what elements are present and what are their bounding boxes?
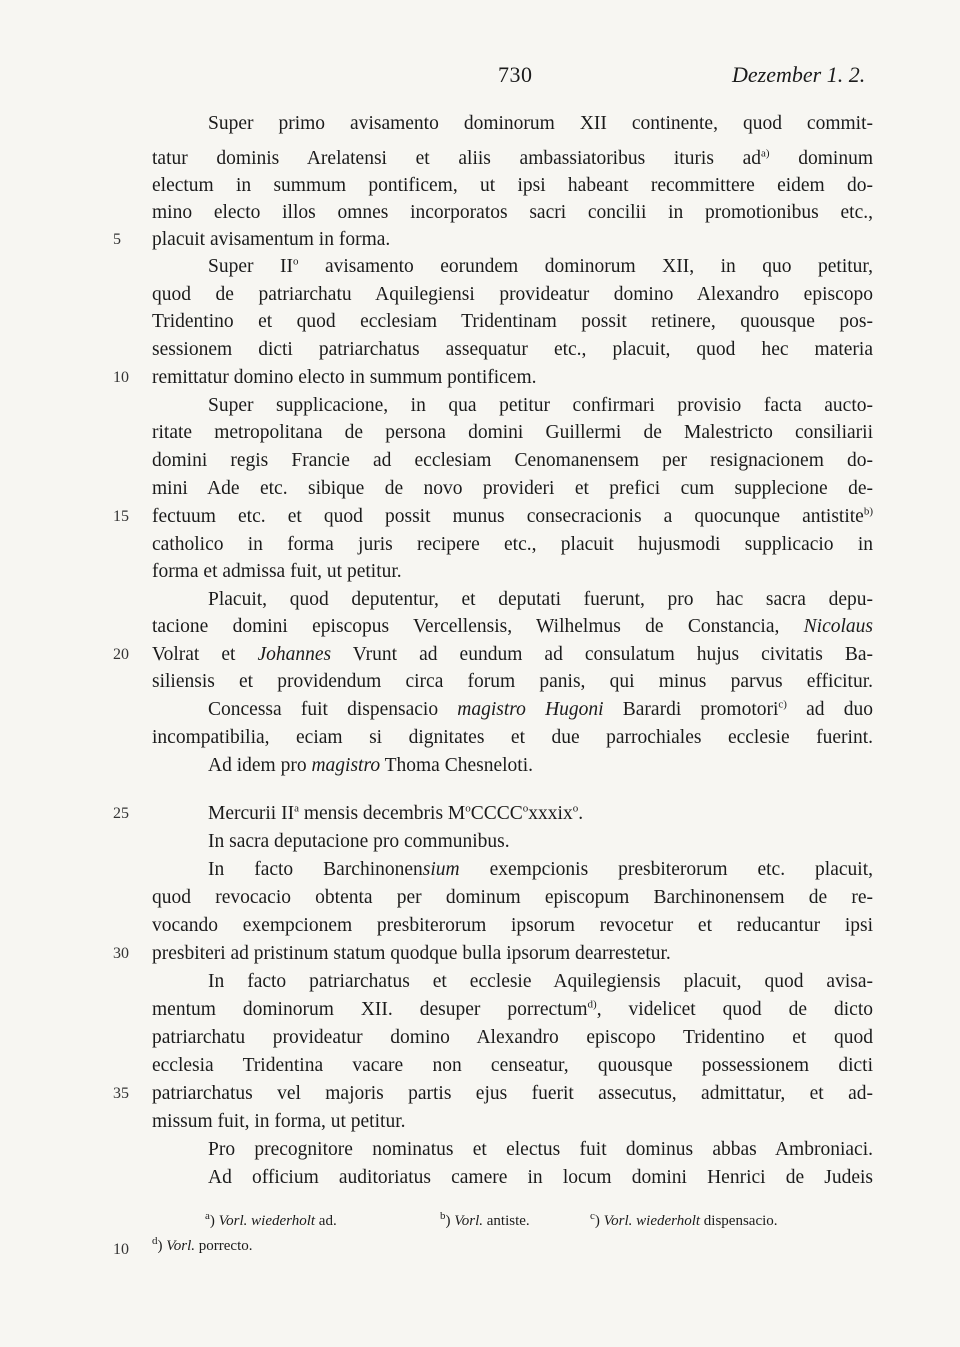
line-number: 10 (113, 369, 129, 386)
text-segment: Placuit, quod deputentur, et deputati fuerunt, pro hac sacra depu- (208, 589, 873, 610)
text-segment: missum fuit, in forma, ut petitur. (152, 1111, 406, 1132)
text-segment: patriarchatus vel majoris partis ejus fuerit assecutus, admittatur, et ad- (152, 1083, 873, 1104)
superscript: a) (761, 147, 770, 160)
text-line (208, 1164, 873, 1191)
text-line (152, 1024, 873, 1051)
text-line (152, 503, 873, 530)
text-segment: Mercurii II (208, 803, 295, 824)
text-line (152, 613, 873, 640)
text-line (208, 752, 873, 779)
line-number: 5 (113, 231, 121, 248)
text-line (208, 696, 873, 723)
text-segment: quod de patriarchatu Aquilegiensi provideatur domino Alexandro episcopo (152, 284, 873, 305)
text-segment: dispensacio. (700, 1213, 778, 1229)
text-line (152, 172, 873, 199)
line-number: 15 (113, 508, 129, 525)
text-line (208, 392, 873, 419)
text-segment: presbiteri ad pristinum statum quodque bulla ipsorum dearrestetur. (152, 943, 671, 964)
text-segment: CCCC (470, 803, 523, 824)
superscript: b (440, 1210, 446, 1222)
text-segment: xxxix (528, 803, 573, 824)
text-segment: Ad officium auditoriatus camere in locum domini Henrici de Judeis (208, 1167, 873, 1188)
text-segment: mino electo illos omnes incorporatos sacri concilii in promotionibus etc., (152, 202, 873, 223)
line-number: 20 (113, 646, 129, 663)
text-line (152, 1080, 873, 1107)
text-line (152, 226, 873, 253)
text-segment: electum in summum pontificem, ut ipsi habeant recommittere eidem do- (152, 175, 873, 196)
footnote-line-number: 10 (113, 1241, 129, 1258)
line-number: 35 (113, 1085, 129, 1102)
text-segment: Pro precognitore nominatus et electus fuit dominus abbas Ambroniaci. (208, 1139, 873, 1160)
text-segment: Super supplicacione, in qua petitur confirmari provisio facta aucto- (208, 395, 873, 416)
text-segment: Nicolaus (803, 616, 873, 637)
text-segment: sium (422, 859, 460, 880)
text-segment: vocando exempcionem presbiterorum ipsorum revocetur et reducantur ipsi (152, 915, 873, 936)
text-segment: siliensis et providendum circa forum panis, qui minus parvus efficitur. (152, 671, 873, 692)
text-segment: Barardi promotori (603, 699, 779, 720)
text-segment: patriarchatu provideatur domino Alexandro episcopo Tridentino et quod (152, 1027, 873, 1048)
text-line (152, 475, 873, 502)
text-segment: Vorl. (454, 1213, 484, 1229)
text-segment: ) (209, 1213, 219, 1229)
text-segment: avisamento eorundem dominorum XII, in quo petitur, (298, 256, 873, 277)
text-line (152, 419, 873, 446)
text-line (152, 668, 873, 695)
text-segment: placuit avisamentum in forma. (152, 229, 391, 250)
text-segment: sessionem dicti patriarchatus assequatur etc., placuit, quod hec materia (152, 339, 873, 360)
text-segment: domini regis Francie ad ecclesiam Cenomanensem per resignacionem do- (152, 450, 873, 471)
text-line (208, 253, 873, 280)
text-segment: magistro Hugoni (457, 699, 604, 720)
text-line (152, 447, 873, 474)
text-segment: In facto patriarchatus et ecclesie Aquilegiensis placuit, quod avisa- (208, 971, 873, 992)
text-segment: antiste. (483, 1213, 530, 1229)
text-line (208, 586, 873, 613)
text-segment: Ad idem pro (208, 755, 312, 776)
text-segment: Vorl. wiederholt (218, 1213, 316, 1229)
text-segment: In facto Barchinonen (208, 859, 423, 880)
text-line (152, 724, 873, 751)
text-segment: , videlicet quod de dicto (596, 999, 873, 1020)
text-line (208, 828, 873, 855)
text-line (152, 996, 873, 1023)
text-line (152, 145, 873, 172)
text-line (152, 1052, 873, 1079)
text-segment: catholico in forma juris recipere etc., placuit hujusmodi supplicacio in (152, 534, 873, 555)
text-line (152, 364, 873, 391)
text-line (208, 856, 873, 883)
superscript: o (522, 802, 529, 815)
superscript: c) (778, 698, 787, 711)
text-segment: Concessa fuit dispensacio (208, 699, 458, 720)
text-line (152, 308, 873, 335)
text-segment: ecclesia Tridentina vacare non censeatur, quousque possessionem dicti (152, 1055, 873, 1076)
text-line (152, 940, 873, 967)
footnote (205, 1211, 337, 1231)
text-segment: mensis decembris M (298, 803, 466, 824)
page-number: 730 (498, 62, 533, 87)
text-segment: fectuum etc. et quod possit munus consecracionis a quocunque antistite (152, 506, 864, 527)
text-line (208, 1136, 873, 1163)
text-segment: Super primo avisamento dominorum XII continente, quod commit- (208, 113, 873, 134)
superscript: o (292, 255, 299, 268)
text-line (152, 199, 873, 226)
text-segment: Vrunt ad eundum ad consulatum hujus civitatis Ba- (331, 644, 873, 665)
text-line (152, 531, 873, 558)
text-segment: quod revocacio obtenta per dominum episcopum Barchinonensem de re- (152, 887, 873, 908)
text-segment: Super II (208, 256, 293, 277)
text-line (152, 884, 873, 911)
text-segment: mentum dominorum XII. desuper porrectum (152, 999, 588, 1020)
text-segment: Tridentino et quod ecclesiam Tridentinam possit retinere, quousque pos- (152, 311, 873, 332)
text-segment: Johannes (257, 644, 332, 665)
line-number: 25 (113, 805, 129, 822)
footnote (152, 1236, 253, 1256)
text-line (152, 281, 873, 308)
text-segment: In sacra deputacione pro communibus. (208, 831, 510, 852)
text-segment: magistro (311, 755, 381, 776)
text-segment: Thoma Chesneloti. (380, 755, 533, 776)
text-segment: tacione domini episcopus Vercellensis, Wilhelmus de Constancia, (152, 616, 804, 637)
running-header-date: Dezember 1. 2. (732, 62, 866, 87)
text-line (208, 968, 873, 995)
superscript: o (465, 802, 471, 815)
text-segment: . (578, 803, 584, 824)
text-line (208, 800, 873, 827)
text-line (208, 110, 873, 137)
text-segment: incompatibilia, eciam si dignitates et due parrochiales ecclesie fuerint. (152, 727, 873, 748)
text-segment: ad. (315, 1213, 337, 1229)
text-line (152, 336, 873, 363)
text-line (152, 912, 873, 939)
text-segment: tatur dominis Arelatensi et aliis ambassiatoribus ituris ad (152, 148, 762, 169)
superscript: o (572, 802, 579, 815)
text-segment: ) (445, 1213, 455, 1229)
text-segment: forma et admissa fuit, ut petitur. (152, 561, 402, 582)
text-segment: dominum (769, 148, 873, 169)
text-segment: Volrat et (152, 644, 258, 665)
superscript: d (152, 1235, 158, 1247)
text-segment: ) (157, 1238, 167, 1254)
footnote (440, 1211, 530, 1231)
superscript: d) (587, 998, 597, 1011)
text-line (152, 1108, 873, 1135)
text-line (152, 558, 873, 585)
text-line (152, 641, 873, 668)
text-segment: porrecto. (195, 1238, 253, 1254)
text-segment: exempcionis presbiterorum etc. placuit, (459, 859, 873, 880)
text-segment: Vorl. (166, 1238, 196, 1254)
text-segment: ritate metropolitana de persona domini Guillermi de Malestricto consiliarii (152, 422, 873, 443)
superscript: a (205, 1210, 210, 1222)
footnote (590, 1211, 778, 1231)
text-segment: remittatur domino electo in summum pontificem. (152, 367, 537, 388)
superscript: c (590, 1210, 595, 1222)
text-segment: mini Ade etc. sibique de novo provideri et prefici cum supplecione de- (152, 478, 873, 499)
text-segment: ) (594, 1213, 604, 1229)
line-number: 30 (113, 945, 129, 962)
superscript: b) (863, 505, 873, 518)
superscript: a (294, 802, 299, 815)
text-segment: ad duo (786, 699, 873, 720)
text-segment: Vorl. wiederholt (603, 1213, 701, 1229)
